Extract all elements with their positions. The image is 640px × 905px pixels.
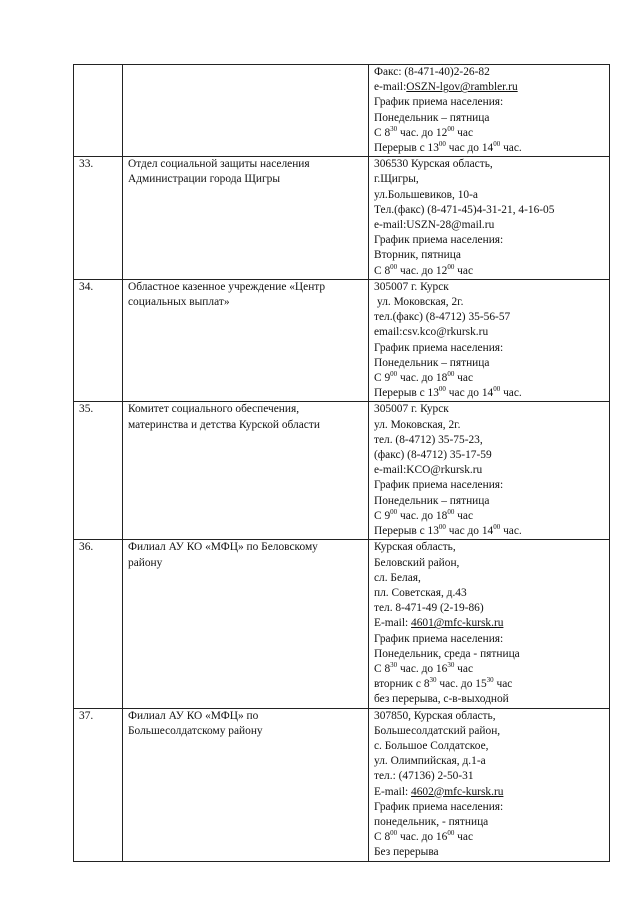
end-hour: 14 [481,525,494,538]
start-minutes: 30 [390,660,398,669]
schedule-time-line [374,677,605,692]
info-line: Понедельник, среда - пятница [374,647,520,660]
row-number [74,65,123,157]
end-hour: 12 [435,126,448,139]
info-line: 305007 г. Курск [374,280,449,293]
name-line: Администрации города Щигры [128,173,281,186]
start-minutes: 00 [438,385,446,394]
table-row [74,279,610,402]
contact-info [369,708,610,861]
end-minutes: 00 [493,523,501,532]
info-line: График приема населения: [374,96,504,109]
end-hour: 14 [481,387,494,400]
time-connector: час до [448,387,479,400]
time-prefix: С [374,264,382,277]
info-line: понедельник, - пятница [374,815,489,828]
info-line: Понедельник – пятница [374,111,490,124]
row-number: 35. [74,402,123,540]
time-suffix: час. [503,525,522,538]
info-line: 306530 Курская область, [374,158,493,171]
schedule-time-line [374,141,605,156]
organization-name [123,279,369,402]
table-row [74,708,610,861]
info-line: График приема населения: [374,479,504,492]
start-hour: 8 [384,126,391,139]
schedule-time-line [374,662,605,677]
end-hour: 18 [435,372,448,385]
end-minutes: 00 [447,124,455,133]
row-number: 34. [74,279,123,402]
time-suffix: час [457,509,474,522]
row-number: 37. [74,708,123,861]
name-line: Филиал АУ КО «МФЦ» по Беловскому [128,541,318,554]
info-line: (факс) (8-4712) 35-17-59 [374,449,492,462]
schedule-time-line [374,126,605,141]
start-hour: 8 [423,678,430,691]
info-line: Вторник, пятница [374,249,461,262]
info-line: Курская область, [374,541,456,554]
end-minutes: 00 [493,140,501,149]
time-prefix: Перерыв с [374,525,425,538]
start-minutes: 30 [390,124,398,133]
time-prefix: С [374,126,382,139]
contact-info [369,279,610,402]
name-line: материнства и детства Курской области [128,418,320,431]
time-connector: час. до [400,662,434,675]
info-line: Понедельник – пятница [374,356,490,369]
start-hour: 13 [427,142,439,155]
time-suffix: час [457,126,474,139]
start-hour: 8 [384,662,391,675]
schedule-time-line [374,386,605,401]
end-hour: 12 [435,264,448,277]
start-minutes: 00 [390,507,398,516]
info-line: тел.(факс) (8-4712) 35-56-57 [374,311,511,324]
info-line: ул. Моковская, 2г. [374,418,461,431]
start-hour: 13 [427,525,439,538]
start-minutes: 00 [390,262,398,271]
info-line: пл. Советская, д.43 [374,586,467,599]
time-prefix: вторник с [374,678,421,691]
info-line: тел.: (47136) 2-50-31 [374,770,474,783]
contact-info [369,157,610,280]
end-hour: 18 [435,509,448,522]
end-hour: 15 [475,678,487,691]
end-minutes: 00 [493,385,501,394]
time-prefix: С [374,509,382,522]
start-hour: 13 [427,387,439,400]
time-connector: час. до [400,372,434,385]
time-connector: час. до [439,678,473,691]
time-connector: час. до [400,831,434,844]
info-line: Без перерыва [374,846,439,859]
time-connector: час. до [400,264,434,277]
info-line: 307850, Курская область, [374,709,496,722]
info-line: График приема населения: [374,800,504,813]
info-line: тел. (8-4712) 35-75-23, [374,433,483,446]
info-line: ул. Олимпийская, д.1-а [374,755,486,768]
time-connector: час до [448,142,479,155]
info-line: График приема населения: [374,632,504,645]
start-hour: 9 [384,372,391,385]
end-minutes: 00 [447,370,455,379]
contact-info [369,65,610,157]
info-line: ул. Моковская, 2г. [377,296,464,309]
email-link[interactable]: 4602@mfc-kursk.ru [411,785,504,798]
email-label: E-mail: [374,617,412,630]
time-suffix: час. [503,142,522,155]
organization-name [123,157,369,280]
organization-name [123,65,369,157]
time-prefix: Перерыв с [374,387,425,400]
end-minutes: 30 [486,676,494,685]
info-line: сл. Белая, [374,571,421,584]
info-line: Понедельник – пятница [374,494,490,507]
schedule-time-line [374,830,605,845]
time-suffix: час [457,372,474,385]
row-number: 33. [74,157,123,280]
schedule-time-line [374,264,605,279]
start-hour: 9 [384,509,391,522]
schedule-time-line [374,524,605,539]
info-line: e-mail:USZN-28@mail.ru [374,219,495,232]
time-prefix: Перерыв с [374,142,425,155]
info-line: г.Щигры, [374,173,419,186]
start-minutes: 00 [438,523,446,532]
start-hour: 8 [384,831,391,844]
time-suffix: час. [503,387,522,400]
table-row [74,540,610,708]
end-minutes: 00 [447,262,455,271]
name-line: району [128,556,163,569]
time-suffix: час [496,678,513,691]
info-line: ул.Большевиков, 10-а [374,188,478,201]
time-connector: час до [448,525,479,538]
email-line [374,785,605,800]
time-connector: час. до [400,509,434,522]
time-suffix: час [457,831,474,844]
start-hour: 8 [384,264,391,277]
name-line: Областное казенное учреждение «Центр [128,280,326,293]
organization-name [123,540,369,708]
info-line: без перерыва, с-в-выходной [374,693,509,706]
info-line: e-mail:KCO@rkursk.ru [374,464,483,477]
name-line: социальных выплат» [128,296,230,309]
end-minutes: 30 [447,660,455,669]
info-line: тел. 8-471-49 (2-19-86) [374,602,484,615]
organization-name [123,402,369,540]
schedule-time-line [374,371,605,386]
organization-name [123,708,369,861]
row-number: 36. [74,540,123,708]
start-minutes: 00 [438,140,446,149]
time-prefix: С [374,662,382,675]
table-row [74,402,610,540]
time-connector: час. до [400,126,434,139]
info-line: Беловский район, [374,556,460,569]
info-line: email:csv.kco@rkursk.ru [374,326,489,339]
email-label: E-mail: [374,785,412,798]
name-line: Отдел социальной защиты населения [128,158,310,171]
name-line: Большесолдатскому району [128,724,263,737]
end-minutes: 00 [447,829,455,838]
email-line [374,616,605,631]
start-minutes: 30 [429,676,437,685]
info-line: 305007 г. Курск [374,403,449,416]
contact-info [369,540,610,708]
name-line: Комитет социального обеспечения, [128,403,300,416]
email-link[interactable]: OSZN-lgov@rambler.ru [406,81,518,94]
info-line: Факс: (8-471-40)2-26-82 [374,66,490,78]
organizations-table [73,64,610,862]
time-suffix: час [457,264,474,277]
start-minutes: 00 [390,829,398,838]
time-prefix: С [374,372,382,385]
schedule-time-line [374,509,605,524]
table-body [74,65,610,862]
table-row [74,65,610,157]
time-prefix: С [374,831,382,844]
end-hour: 16 [435,831,448,844]
email-line [374,80,605,95]
info-line: Большесолдатский район, [374,724,501,737]
email-label: e-mail: [374,81,407,94]
contact-info [369,402,610,540]
info-line: с. Большое Солдатское, [374,739,489,752]
info-line: График приема населения: [374,341,504,354]
name-line: Филиал АУ КО «МФЦ» по [128,709,259,722]
end-minutes: 00 [447,507,455,516]
end-hour: 14 [481,142,494,155]
table-row [74,157,610,280]
info-line: График приема населения: [374,234,504,247]
start-minutes: 00 [390,370,398,379]
info-line: Тел.(факс) (8-471-45)4-31-21, 4-16-05 [374,203,555,216]
time-suffix: час [457,662,474,675]
email-link[interactable]: 4601@mfc-kursk.ru [411,617,504,630]
end-hour: 16 [435,662,448,675]
